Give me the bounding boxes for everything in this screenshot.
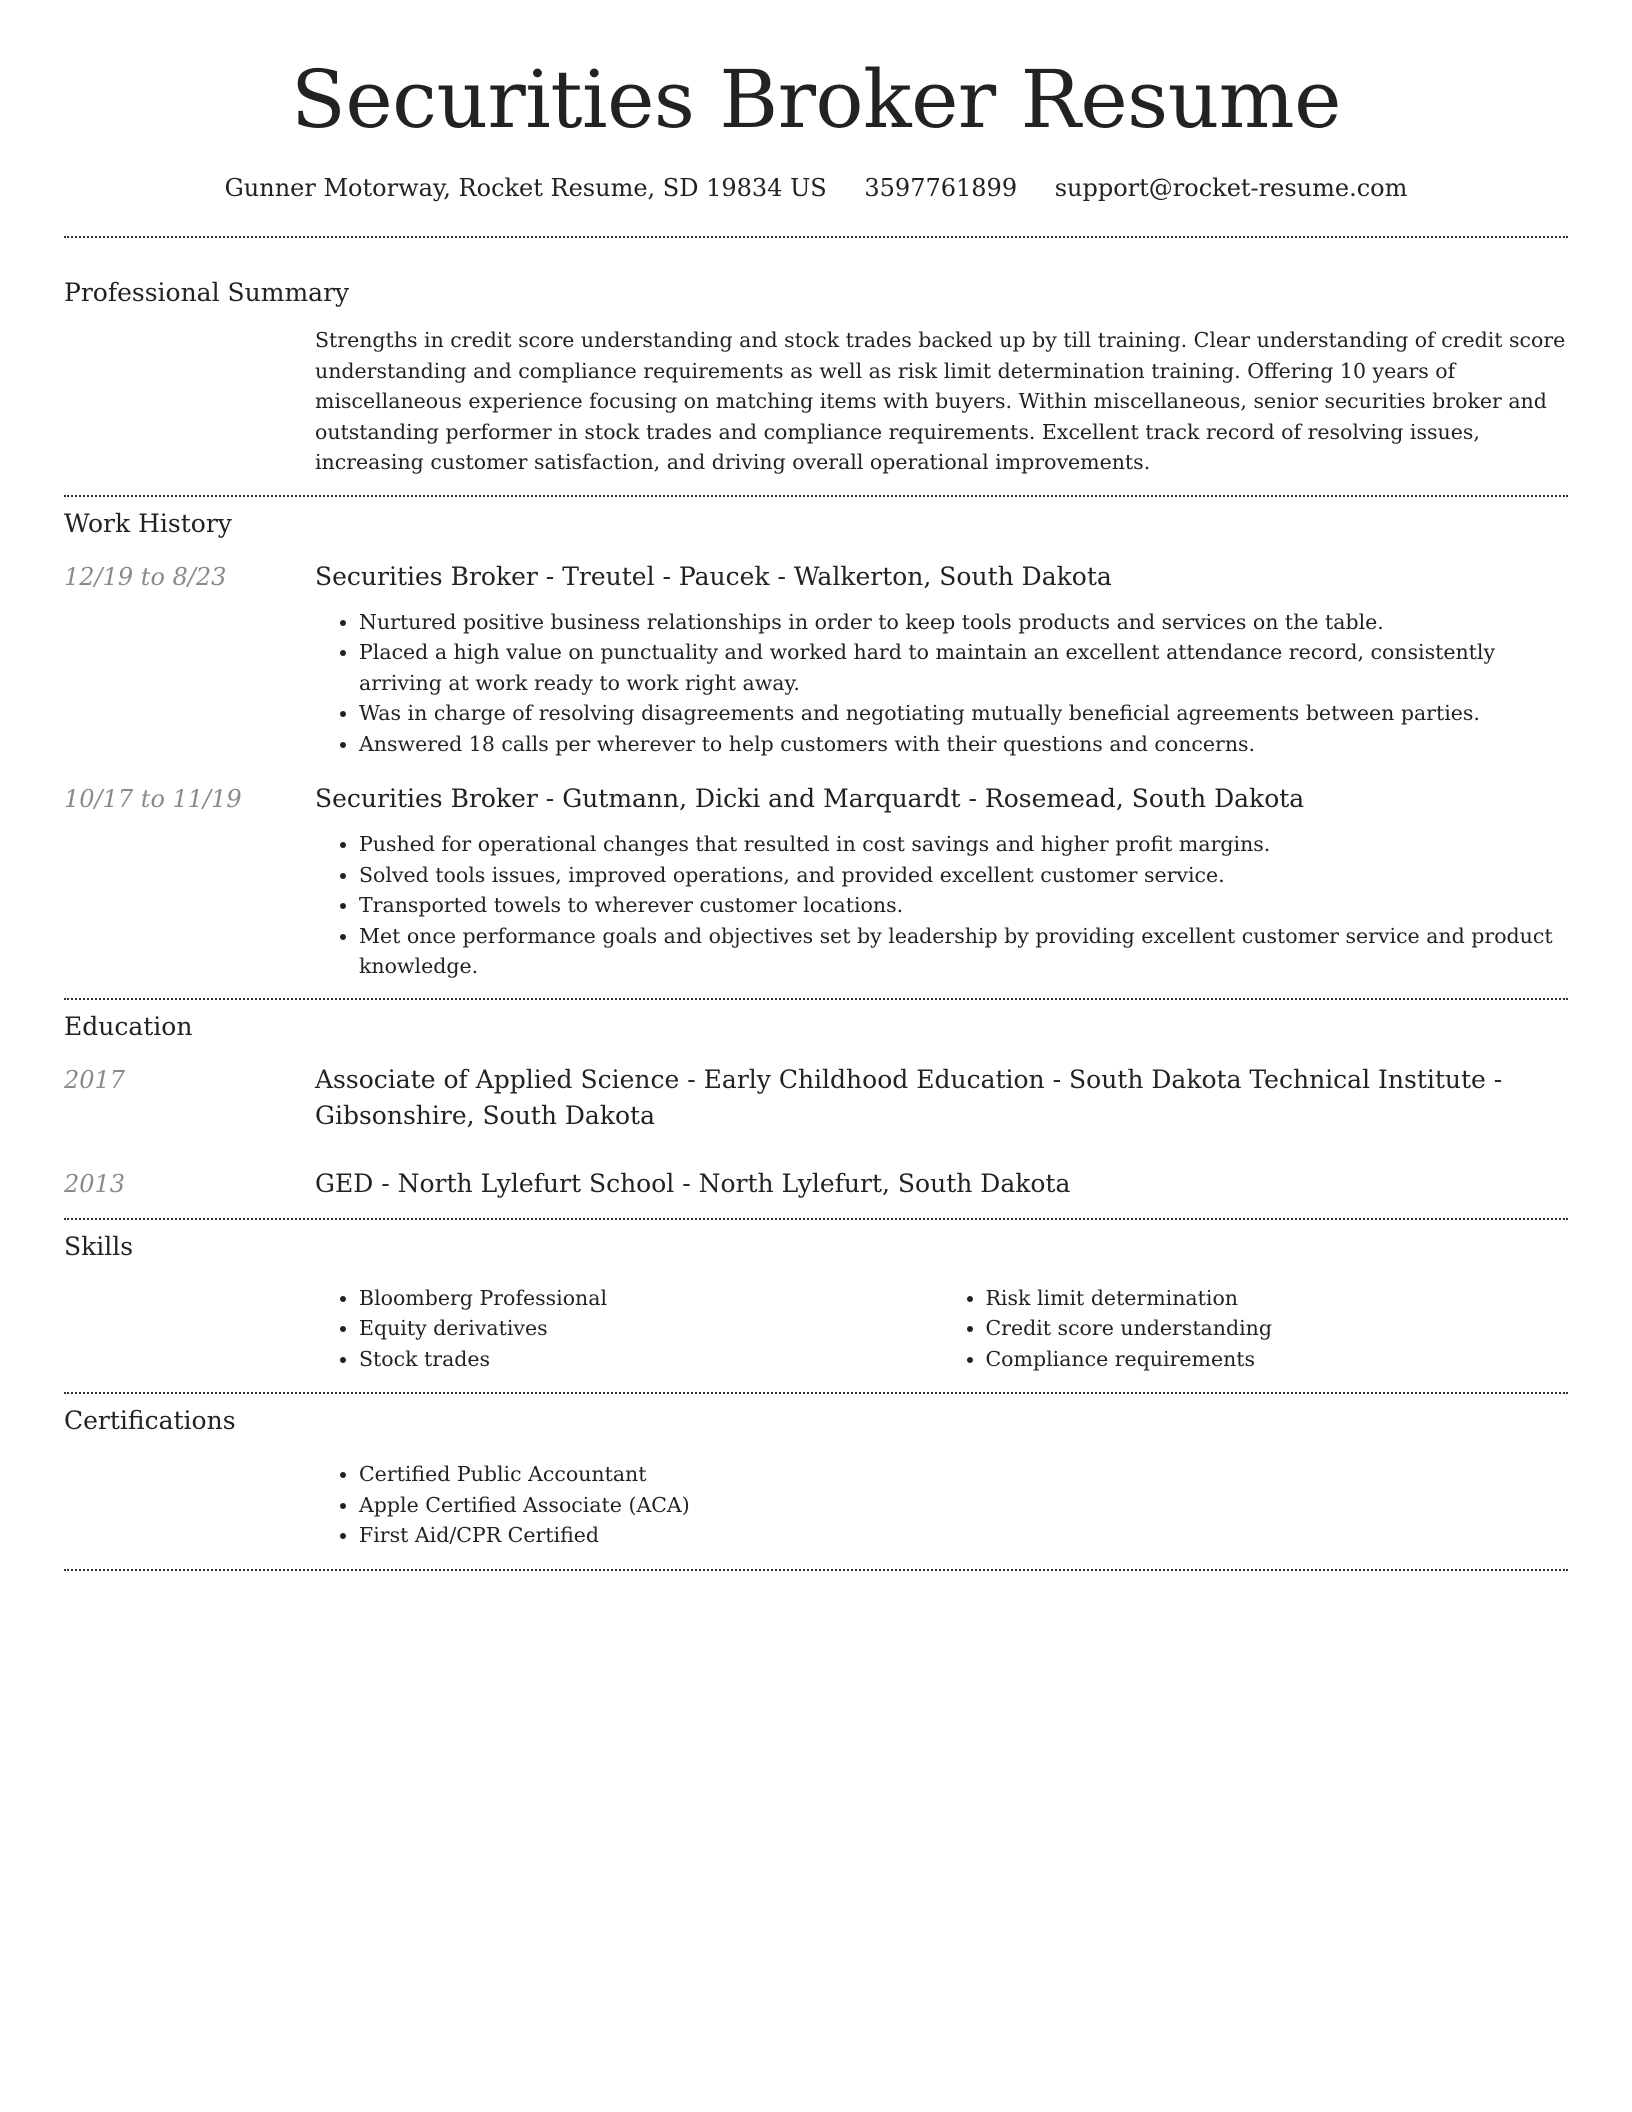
job-bullets <box>315 829 1568 982</box>
list-item: • Certified Public Accountant <box>359 1459 1568 1490</box>
job-body <box>315 559 1568 760</box>
work-section <box>64 509 1568 982</box>
job-heading <box>315 559 1568 595</box>
list-item: • Solved tools issues, improved operations, and provided excellent customer service. <box>359 860 1568 891</box>
education-entry <box>64 1062 1568 1134</box>
job-title: Securities Broker <box>315 784 538 813</box>
contact-email: support@rocket-resume.com <box>1054 174 1408 202</box>
skills-section <box>64 1232 1568 1375</box>
list-item: • Nurtured positive business relationships in order to keep tools products and services on the table. <box>359 607 1568 638</box>
certifications-list <box>315 1459 1568 1551</box>
job-details: - Gutmann, Dicki and Marquardt - Rosemead, South Dakota <box>537 784 1305 813</box>
divider <box>64 1569 1568 1571</box>
list-item: • Transported towels to wherever customer locations. <box>359 890 1568 921</box>
education-entry <box>64 1166 1568 1202</box>
education-degree: Associate of Applied Science - Early Childhood Education <box>315 1064 1045 1094</box>
divider <box>64 1392 1568 1394</box>
list-item: • Risk limit determination <box>986 1283 1569 1314</box>
education-heading: Education <box>64 1011 193 1041</box>
summary-left-spacer <box>64 325 315 478</box>
education-section <box>64 1012 1568 1202</box>
divider <box>64 998 1568 1000</box>
education-year: 2017 <box>64 1065 126 1094</box>
list-item: • Pushed for operational changes that resulted in cost savings and higher profit margins. <box>359 829 1568 860</box>
work-heading: Work History <box>64 508 232 538</box>
list-item: • Met once performance goals and objectives set by leadership by providing excellent customer service and product knowledge. <box>359 921 1568 982</box>
list-item: • Compliance requirements <box>986 1344 1569 1375</box>
job-entry <box>64 559 1568 760</box>
list-item: • Bloomberg Professional <box>359 1283 942 1314</box>
skills-heading: Skills <box>64 1231 134 1261</box>
page-title: Securities Broker Resume <box>291 53 1341 146</box>
list-item: • Stock trades <box>359 1344 942 1375</box>
job-body <box>315 781 1568 982</box>
list-item: • Credit score understanding <box>986 1313 1569 1344</box>
job-dates: 12/19 to 8/23 <box>64 562 227 591</box>
skills-list-right <box>942 1283 1569 1375</box>
job-heading <box>315 781 1568 817</box>
list-item: • Placed a high value on punctuality and worked hard to maintain an excellent attendance record, consistently arriving at work ready to work right away. <box>359 637 1568 698</box>
skills-row <box>64 1283 1568 1375</box>
contact-address: Gunner Motorway, Rocket Resume, SD 19834 US <box>224 174 827 202</box>
certifications-left-spacer <box>64 1459 315 1551</box>
job-dates: 10/17 to 11/19 <box>64 785 242 813</box>
list-item: • Was in charge of resolving disagreements and negotiating mutually beneficial agreements between parties. <box>359 698 1568 729</box>
education-details: - North Lylefurt School - North Lylefurt, South Dakota <box>373 1168 1071 1198</box>
skills-columns <box>315 1283 1568 1375</box>
certifications-row <box>64 1459 1568 1551</box>
job-details: - Treutel - Paucek - Walkerton, South Dakota <box>537 561 1112 591</box>
skills-list-left <box>315 1283 942 1375</box>
summary-section <box>64 278 1568 478</box>
education-body <box>315 1062 1568 1134</box>
certifications-body <box>315 1459 1568 1551</box>
education-year: 2013 <box>64 1169 126 1198</box>
skills-left-spacer <box>64 1283 315 1375</box>
job-bullets <box>315 607 1568 760</box>
job-title: Securities Broker <box>315 561 538 591</box>
divider <box>64 236 1568 238</box>
education-details: - South Dakota Technical Institute - Gibsonshire, South Dakota <box>315 1064 1503 1130</box>
divider <box>64 1218 1568 1220</box>
summary-heading: Professional Summary <box>64 278 350 307</box>
job-entry <box>64 781 1568 982</box>
divider <box>64 495 1568 497</box>
summary-text: Strengths in credit score understanding and stock trades backed up by till training. Clear understanding of credit score understanding and compliance requirements as well as risk limit determination training. Offering 10 years of miscellaneous experience focusing on matching items with buyers. Within miscellaneous, senior securities broker and outstanding performer in stock trades and compliance requirements. Excellent track record of resolving issues, increasing customer satisfaction, and driving overall operational improvements. <box>315 328 1566 474</box>
list-item: • Equity derivatives <box>359 1313 942 1344</box>
summary-row <box>64 325 1568 478</box>
list-item: • First Aid/CPR Certified <box>359 1520 1568 1551</box>
certifications-section <box>64 1406 1568 1551</box>
contact-phone: 3597761899 <box>864 174 1018 202</box>
contact-line <box>64 174 1568 202</box>
list-item: • Answered 18 calls per wherever to help customers with their questions and concerns. <box>359 729 1568 760</box>
education-body <box>315 1166 1568 1202</box>
education-degree: GED <box>315 1168 374 1198</box>
certifications-heading: Certifications <box>64 1406 236 1435</box>
list-item: • Apple Certified Associate (ACA) <box>359 1490 1568 1521</box>
